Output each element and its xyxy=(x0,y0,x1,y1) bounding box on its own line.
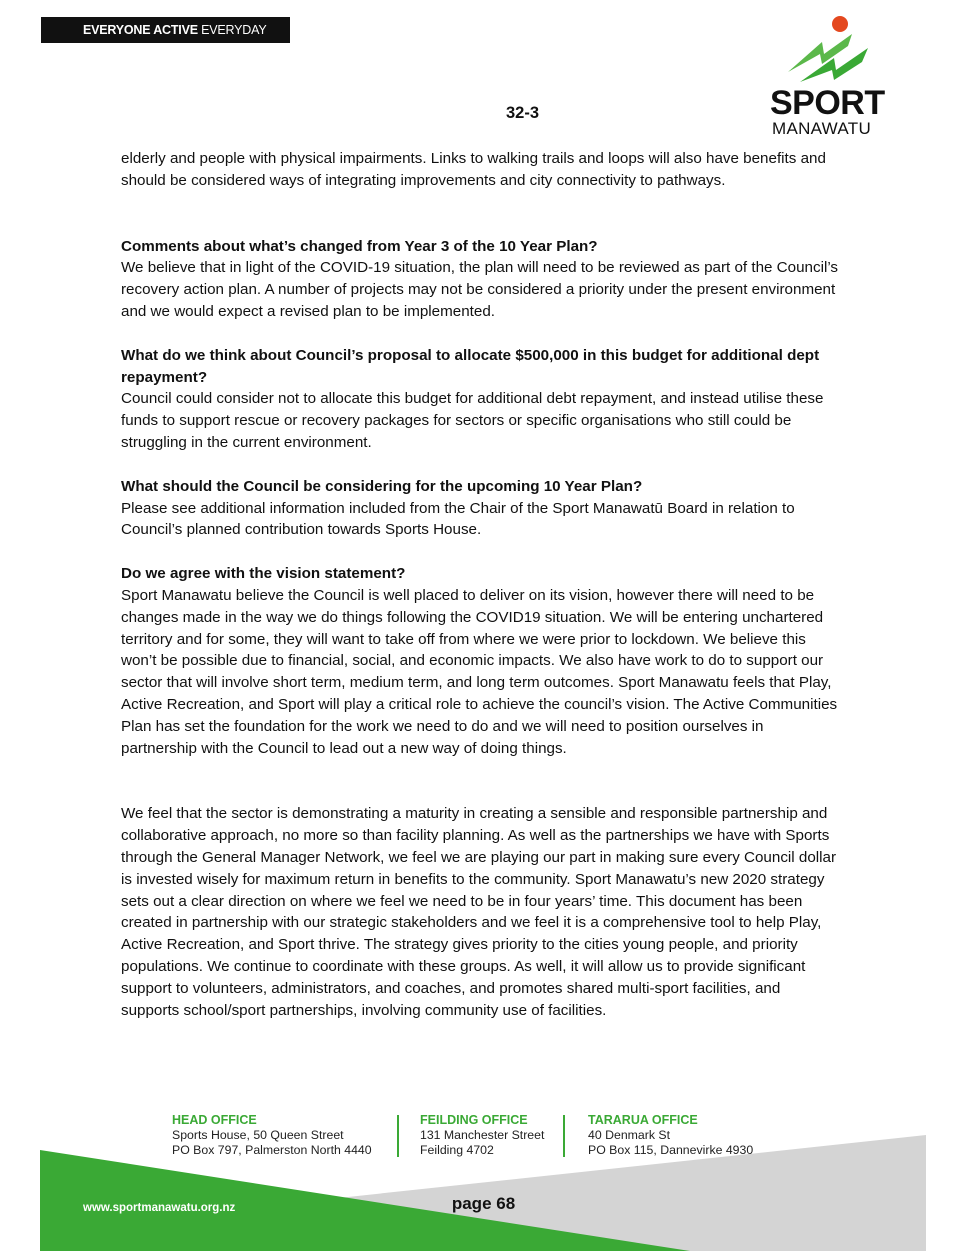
logo-word-sport: SPORT xyxy=(770,84,885,122)
office-line: PO Box 797, Palmerston North 4440 xyxy=(172,1143,372,1157)
office-line: PO Box 115, Dannevirke 4930 xyxy=(588,1143,754,1157)
office-line: Feilding 4702 xyxy=(420,1143,494,1157)
tagline-bold: EVERYONE ACTIVE xyxy=(83,23,198,37)
tagline-rest: EVERYDAY xyxy=(197,23,267,37)
page-number: page 68 xyxy=(451,1194,516,1213)
office-title: TARARUA OFFICE xyxy=(588,1113,698,1127)
office-line: 40 Denmark St xyxy=(588,1128,671,1142)
answer-paragraph: We believe that in light of the COVID-19 situation, the plan will need to be reviewed as part of the Council’s recovery action plan. A number of projects may not be considered a priority under the present environment and we would expect a revised plan to be implemented. xyxy=(121,259,839,320)
office-line: 131 Manchester Street xyxy=(420,1128,545,1142)
closing-paragraph: We feel that the sector is demonstrating a maturity in creating a sensible and responsible partnership and collaborative approach, no more so than facility planning. As well as the partnerships we have with Sports through the General Manager Network, we feel we are playing our part in making sure every Council dollar is invested wisely for maximum return in benefits to the community. Sport Manawatu’s new 2020 strategy sets out a clear direction on where we feel we need to be in four years’ time. This document has been created in partnership with our strategic stakeholders and we feel it is a comprehensive tool to help Play, Active Recreation, and Sport thrive. The strategy gives priority to the cities young people, and priority populations. We continue to coordinate with these groups. As well, it will allow us to provide significant support to volunteers, administrators, and coaches, and promotes shared multi-sport facilities, and supports school/sport partnerships, involving community use of facilities. xyxy=(121,805,837,1019)
question-heading: Do we agree with the vision statement? xyxy=(121,565,406,583)
answer-paragraph: Please see additional information included from the Chair of the Sport Manawatū Board in relation to Council’s planned contribution towards Sports House. xyxy=(121,499,795,539)
office-feilding xyxy=(420,1113,544,1158)
question-heading: What should the Council be considering for the upcoming 10 Year Plan? xyxy=(121,477,643,495)
question-heading: Comments about what’s changed from Year 3 of the 10 Year Plan? xyxy=(121,237,598,255)
office-line: Sports House, 50 Queen Street xyxy=(172,1128,344,1142)
intro-paragraph: elderly and people with physical impairments. Links to walking trails and loops will also have benefits and should be considered ways of integrating improvements and city connectivity to pathways. xyxy=(121,150,826,189)
question-heading: What do we think about Council’s proposal to allocate $500,000 in this budget for additional dept repayment? xyxy=(121,346,820,386)
answer-paragraph: Sport Manawatu believe the Council is well placed to deliver on its vision, however there will need to be changes made in the way we do things following the COVID19 situation. We will be entering unchartered territory and for some, they will want to take off from where we were prior to lockdown. We believe this won’t be possible due to financial, social, and economic impacts. We also have work to do to support our sector that will involve short term, medium term, and long term outcomes. Sport Manawatu feels that Play, Active Recreation, and Sport will play a critical role to achieve the council’s vision. The Active Communities Plan has set the foundation for the work we need to do and we will need to position ourselves in partnership with the Council to lead out a new way of doing things. xyxy=(121,586,838,757)
divider xyxy=(397,1115,399,1157)
office-title: HEAD OFFICE xyxy=(172,1113,257,1127)
office-head xyxy=(172,1113,372,1158)
letter-body xyxy=(121,148,841,1021)
office-title: FEILDING OFFICE xyxy=(420,1113,528,1127)
page-reference: 32-3 xyxy=(505,104,540,122)
office-tararua xyxy=(588,1113,753,1158)
tagline-banner xyxy=(41,17,290,43)
website-link[interactable]: www.sportmanawatu.org.nz xyxy=(83,1202,236,1214)
answer-paragraph: Council could consider not to allocate this budget for additional debt repayment, and instead utilise these funds to support rescue or recovery packages for sectors or specific organisations who still could be struggling in the current environment. xyxy=(121,390,824,451)
divider xyxy=(563,1115,565,1157)
logo-word-manawatu: MANAWATU xyxy=(772,119,872,138)
